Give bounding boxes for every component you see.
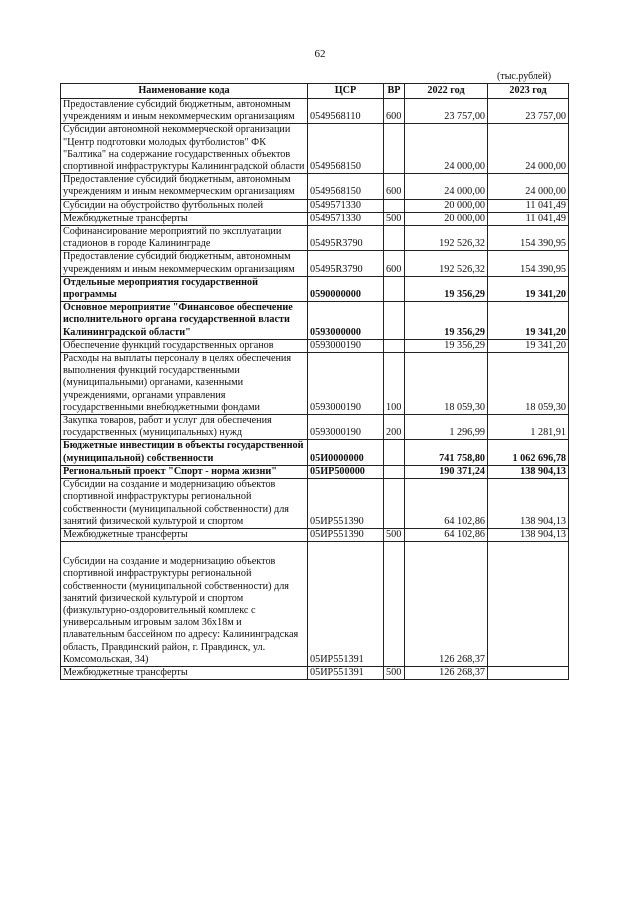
cell-2022: 19 356,29 (405, 276, 488, 301)
cell-vr (384, 440, 405, 465)
header-csr: ЦСР (308, 84, 384, 99)
cell-vr (384, 302, 405, 340)
cell-vr (384, 339, 405, 352)
cell-name: Межбюджетные трансферты (61, 666, 308, 679)
cell-vr (384, 276, 405, 301)
cell-2022: 24 000,00 (405, 124, 488, 174)
cell-2022: 19 356,29 (405, 302, 488, 340)
cell-2023: 138 904,13 (488, 528, 569, 541)
cell-name: Софинансирование мероприятий по эксплуатации стадионов в городе Калининграде (61, 226, 308, 251)
cell-2022: 18 059,30 (405, 353, 488, 415)
cell-vr: 600 (384, 99, 405, 124)
cell-vr (384, 199, 405, 212)
table-row (61, 174, 569, 199)
cell-name: Основное мероприятие "Финансовое обеспечение исполнительного органа государственной власти Калининградской области" (61, 302, 308, 340)
cell-csr: 05ИР551391 (308, 666, 384, 679)
cell-2023: 24 000,00 (488, 124, 569, 174)
cell-2023: 18 059,30 (488, 353, 569, 415)
cell-2023: 19 341,20 (488, 276, 569, 301)
cell-name: Бюджетные инвестиции в объекты государственной (муниципальной) собственности (61, 440, 308, 465)
header-2022: 2022 год (405, 84, 488, 99)
cell-2023 (488, 666, 569, 679)
table-row (61, 465, 569, 478)
cell-csr: 05И0000000 (308, 440, 384, 465)
cell-2023: 19 341,20 (488, 302, 569, 340)
cell-csr: 0549568110 (308, 99, 384, 124)
cell-name: Закупка товаров, работ и услуг для обеспечения государственных (муниципальных) нужд (61, 415, 308, 440)
cell-2022: 20 000,00 (405, 212, 488, 225)
table-row (61, 339, 569, 352)
cell-vr: 500 (384, 666, 405, 679)
header-name: Наименование кода (61, 84, 308, 99)
header-2023: 2023 год (488, 84, 569, 99)
table-row (61, 479, 569, 529)
cell-vr: 500 (384, 528, 405, 541)
cell-csr: 0549571330 (308, 199, 384, 212)
cell-csr: 05495R3790 (308, 226, 384, 251)
table-row (61, 212, 569, 225)
cell-2023: 11 041,49 (488, 199, 569, 212)
cell-name: Предоставление субсидий бюджетным, автономным учреждениям и иным некоммерческим организациям (61, 174, 308, 199)
cell-2022: 24 000,00 (405, 174, 488, 199)
cell-csr: 05ИР551390 (308, 528, 384, 541)
cell-csr: 05ИР500000 (308, 465, 384, 478)
table-row (61, 440, 569, 465)
cell-2023: 24 000,00 (488, 174, 569, 199)
cell-name: Субсидии на создание и модернизацию объектов спортивной инфраструктуры региональной собственности (муниципальной собственности) для занятий физической культурой и спортом (61, 479, 308, 529)
cell-2022: 190 371,24 (405, 465, 488, 478)
budget-table (60, 83, 569, 680)
table-row (61, 199, 569, 212)
cell-vr (384, 226, 405, 251)
cell-name: Межбюджетные трансферты (61, 212, 308, 225)
cell-vr: 600 (384, 251, 405, 276)
table-row (61, 666, 569, 679)
table-row (61, 542, 569, 667)
header-vr: ВР (384, 84, 405, 99)
cell-vr: 100 (384, 353, 405, 415)
page-number: 62 (314, 48, 326, 60)
cell-name: Расходы на выплаты персоналу в целях обеспечения выполнения функций государственными (муниципальными) органами, казенными учреждениями, органами управления государственными внебюджетными фондами (61, 353, 308, 415)
cell-2022: 19 356,29 (405, 339, 488, 352)
cell-vr (384, 542, 405, 667)
cell-name: Предоставление субсидий бюджетным, автономным учреждениям и иным некоммерческим организациям (61, 251, 308, 276)
cell-name: Обеспечение функций государственных органов (61, 339, 308, 352)
cell-2023: 138 904,13 (488, 465, 569, 478)
cell-name: Субсидии автономной некоммерческой организации "Центр подготовки молодых футболистов" ФК "Балтика" на содержание государственных объектов спортивной инфраструктуры Калининградской области (61, 124, 308, 174)
table-row (61, 226, 569, 251)
cell-name: Региональный проект "Спорт - норма жизни" (61, 465, 308, 478)
cell-vr (384, 124, 405, 174)
table-row (61, 276, 569, 301)
cell-2023 (488, 542, 569, 667)
table-row (61, 302, 569, 340)
cell-csr: 05ИР551391 (308, 542, 384, 667)
table-body (61, 99, 569, 680)
cell-2022: 1 296,99 (405, 415, 488, 440)
cell-2022: 741 758,80 (405, 440, 488, 465)
cell-2022: 64 102,86 (405, 479, 488, 529)
cell-csr: 0549571330 (308, 212, 384, 225)
cell-csr: 0549568150 (308, 124, 384, 174)
cell-vr: 500 (384, 212, 405, 225)
cell-2022: 192 526,32 (405, 226, 488, 251)
units-label: (тыс.рублей) (497, 71, 552, 82)
cell-name: Межбюджетные трансферты (61, 528, 308, 541)
cell-2022: 64 102,86 (405, 528, 488, 541)
table-row (61, 124, 569, 174)
cell-name: Субсидии на обустройство футбольных полей (61, 199, 308, 212)
cell-vr (384, 479, 405, 529)
cell-csr: 0549568150 (308, 174, 384, 199)
cell-csr: 0593000190 (308, 353, 384, 415)
cell-vr: 200 (384, 415, 405, 440)
cell-2023: 23 757,00 (488, 99, 569, 124)
cell-2022: 126 268,37 (405, 542, 488, 667)
cell-csr: 0593000190 (308, 339, 384, 352)
cell-csr: 0593000000 (308, 302, 384, 340)
table-row (61, 99, 569, 124)
cell-2023: 154 390,95 (488, 251, 569, 276)
table-row (61, 415, 569, 440)
cell-2022: 126 268,37 (405, 666, 488, 679)
table-header-row (61, 84, 569, 99)
table-row (61, 353, 569, 415)
cell-name: Предоставление субсидий бюджетным, автономным учреждениям и иным некоммерческим организациям (61, 99, 308, 124)
cell-name: Субсидии на создание и модернизацию объектов спортивной инфраструктуры региональной собственности (муниципальной собственности) для занятий физической культурой и спортом (физкультурно-оздоровительный комплекс с универсальным игровым залом 36х18м и плавательным бассейном по адресу: Калининградская область, Правдинский район, г. Правдинск, ул. Комсомольская, 34) (61, 542, 308, 667)
cell-2023: 19 341,20 (488, 339, 569, 352)
cell-2023: 138 904,13 (488, 479, 569, 529)
cell-csr: 0590000000 (308, 276, 384, 301)
cell-2023: 1 062 696,78 (488, 440, 569, 465)
cell-csr: 0593000190 (308, 415, 384, 440)
cell-2023: 11 041,49 (488, 212, 569, 225)
table-row (61, 528, 569, 541)
cell-name: Отдельные мероприятия государственной программы (61, 276, 308, 301)
cell-vr (384, 465, 405, 478)
cell-csr: 05ИР551390 (308, 479, 384, 529)
table-row (61, 251, 569, 276)
cell-2023: 154 390,95 (488, 226, 569, 251)
cell-2023: 1 281,91 (488, 415, 569, 440)
cell-2022: 20 000,00 (405, 199, 488, 212)
cell-csr: 05495R3790 (308, 251, 384, 276)
cell-vr: 600 (384, 174, 405, 199)
cell-2022: 192 526,32 (405, 251, 488, 276)
cell-2022: 23 757,00 (405, 99, 488, 124)
